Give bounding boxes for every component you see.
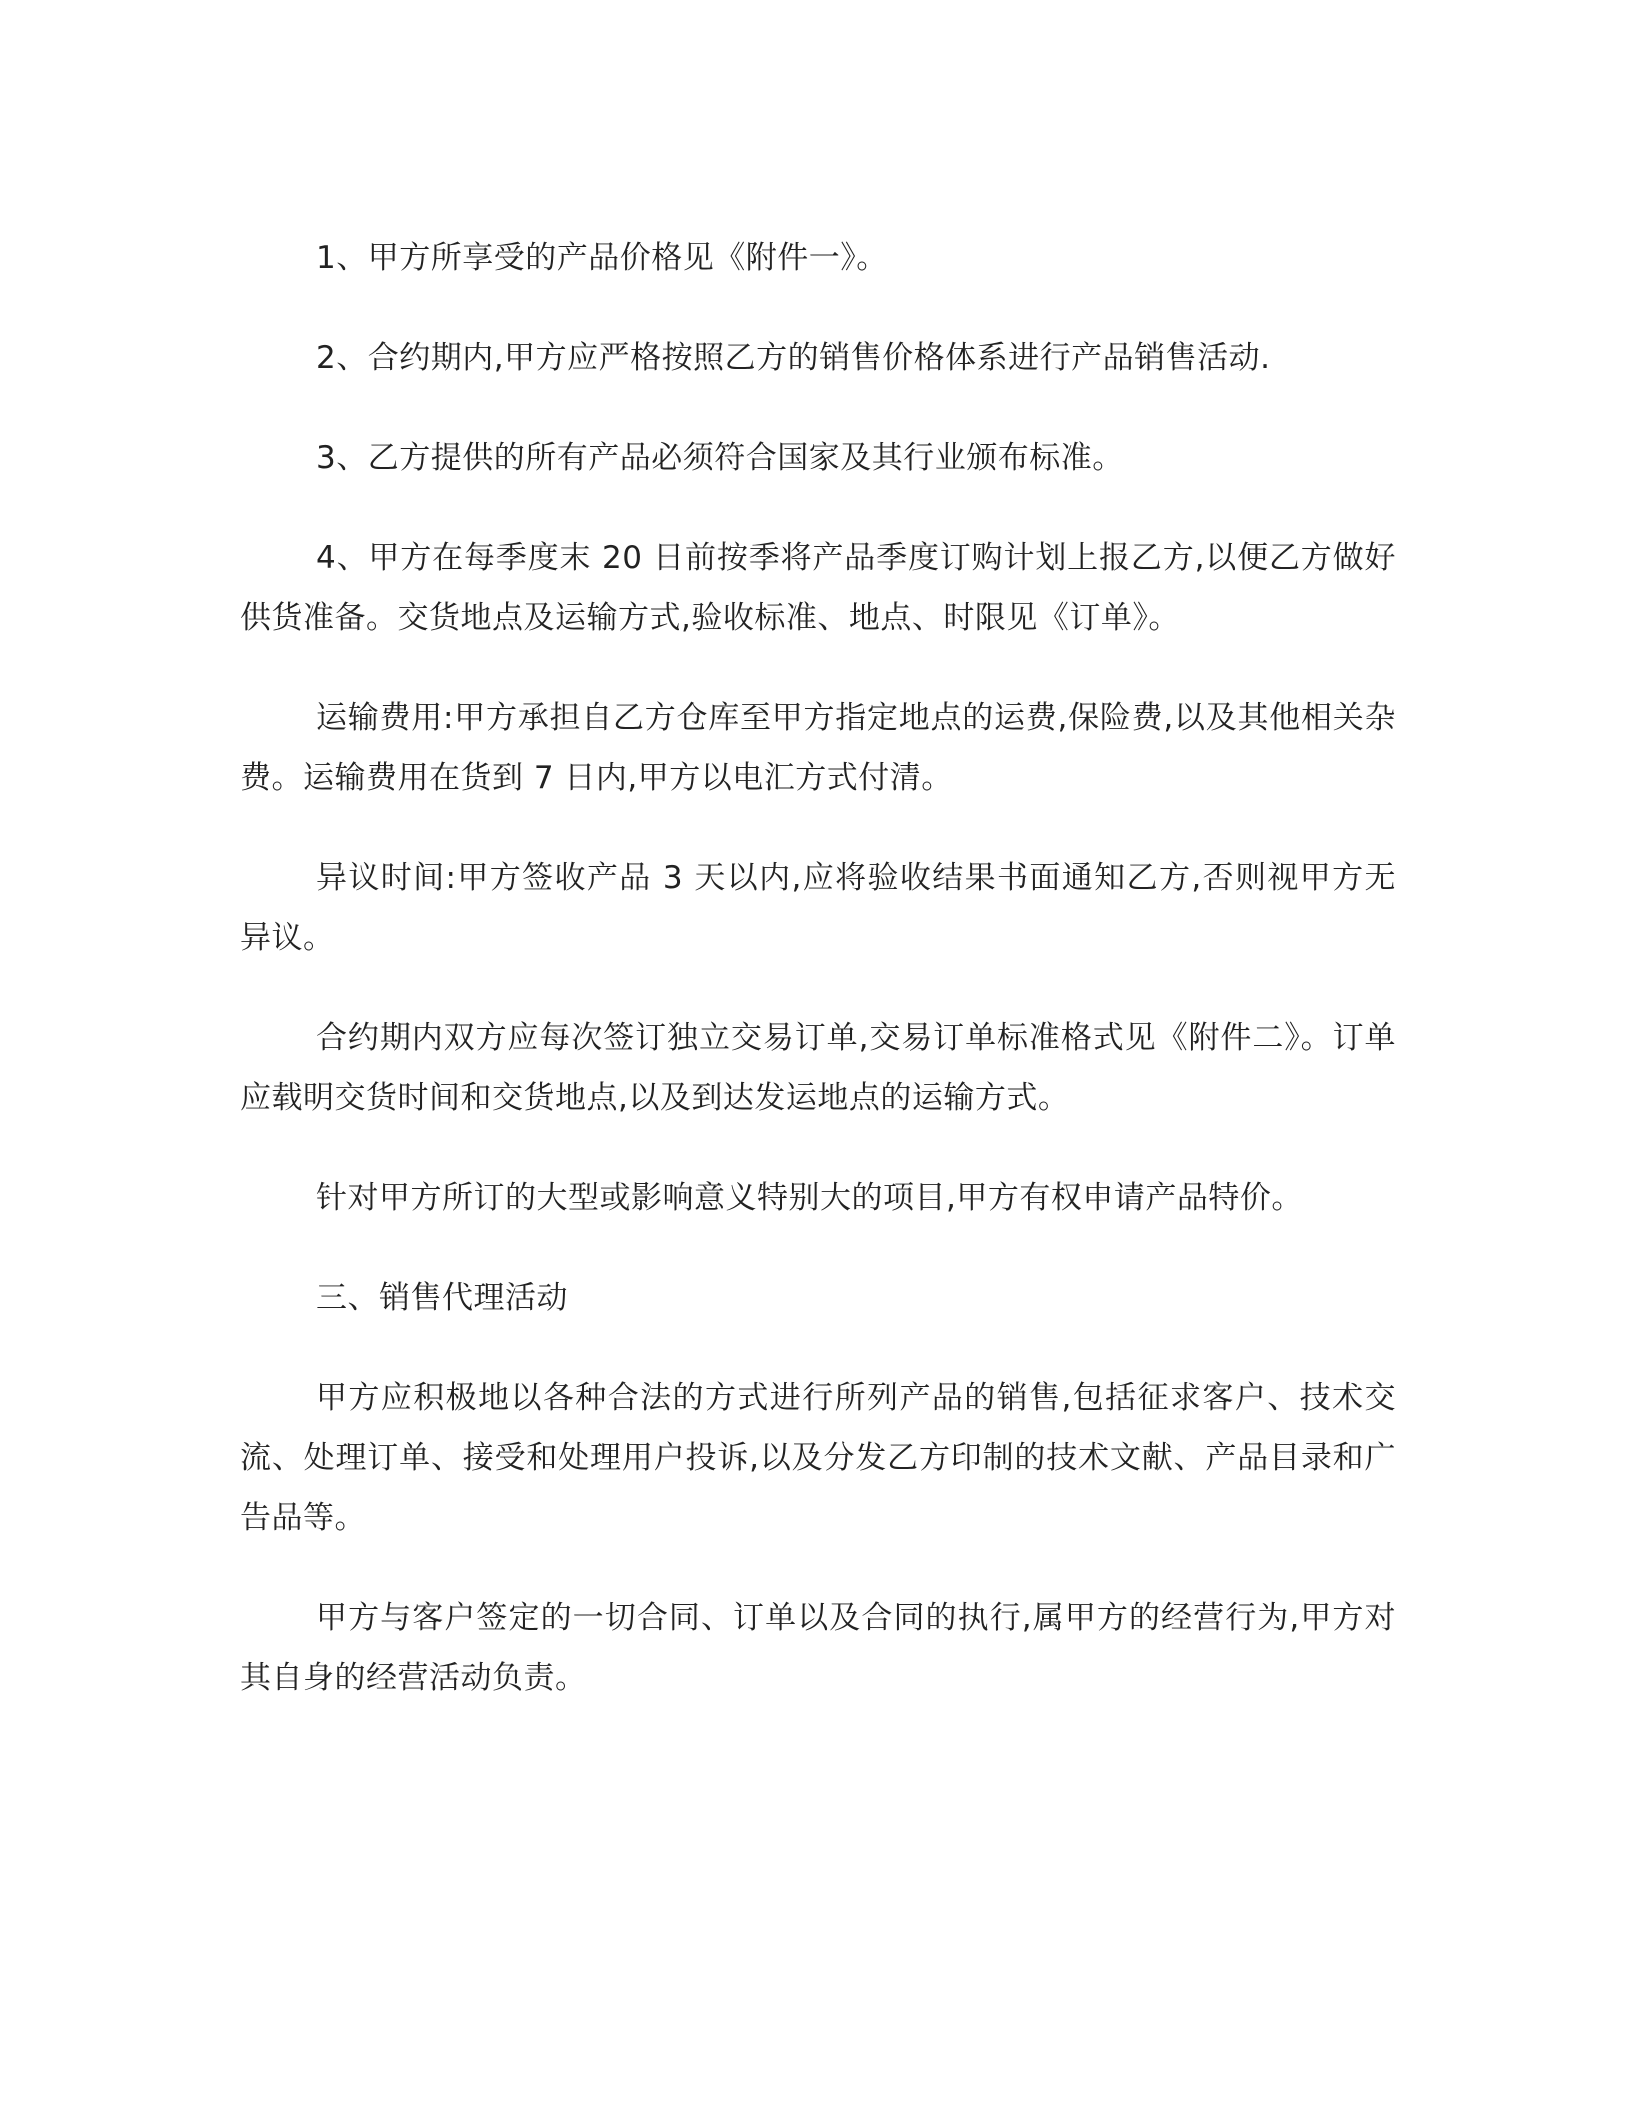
clause-2-price-system: 2、合约期内,甲方应严格按照乙方的销售价格体系进行产品销售活动. (316, 340, 1271, 376)
paragraph-transport-cost: 运输费用:甲方承担自乙方仓库至甲方指定地点的运费,保险费,以及其他相关杂费。运输费用在货到 7 日内,甲方以电汇方式付清。 (240, 700, 1396, 796)
document-body (240, 228, 1396, 1748)
paragraph-objection-period: 异议时间:甲方签收产品 3 天以内,应将验收结果书面通知乙方,否则视甲方无异议。 (240, 860, 1396, 956)
paragraph-sales-activities: 甲方应积极地以各种合法的方式进行所列产品的销售,包括征求客户、技术交流、处理订单、接受和处理用户投诉,以及分发乙方印制的技术文献、产品目录和广告品等。 (240, 1380, 1396, 1536)
section-heading-sales-agency: 三、销售代理活动 (316, 1280, 568, 1316)
clause-4-order-plan: 4、甲方在每季度末 20 日前按季将产品季度订购计划上报乙方,以便乙方做好供货准备。交货地点及运输方式,验收标准、地点、时限见《订单》。 (240, 540, 1396, 636)
clause-1-pricing: 1、甲方所享受的产品价格见《附件一》。 (316, 240, 888, 276)
paragraph-special-price: 针对甲方所订的大型或影响意义特别大的项目,甲方有权申请产品特价。 (316, 1180, 1303, 1216)
paragraph-independent-orders: 合约期内双方应每次签订独立交易订单,交易订单标准格式见《附件二》。订单应载明交货时间和交货地点,以及到达发运地点的运输方式。 (240, 1020, 1396, 1116)
paragraph-contract-responsibility: 甲方与客户签定的一切合同、订单以及合同的执行,属甲方的经营行为,甲方对其自身的经营活动负责。 (240, 1600, 1396, 1696)
clause-3-standards: 3、乙方提供的所有产品必须符合国家及其行业颁布标准。 (316, 440, 1124, 476)
